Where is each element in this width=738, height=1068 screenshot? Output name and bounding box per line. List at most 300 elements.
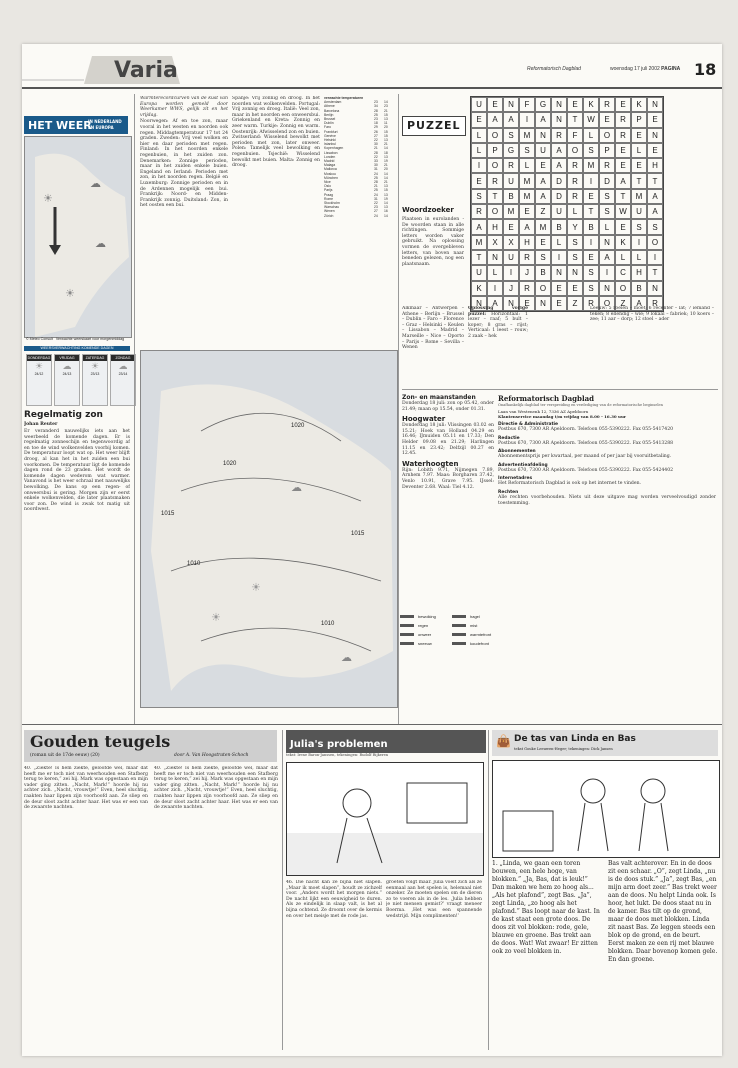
city-name: Zürich <box>324 213 334 218</box>
section-divider <box>22 724 722 725</box>
grid-letter: F <box>519 97 535 112</box>
page-number: 18 <box>694 60 717 79</box>
temperature-value: 14 <box>384 171 388 176</box>
grid-letter: E <box>647 143 663 158</box>
grid-letter: I <box>487 281 503 296</box>
grid-letter: R <box>615 112 631 127</box>
linda-header: 👜 De tas van Linda en Bas tekst Gouke Leeuwen-Heger; tekeningen: Dick Jansen <box>492 730 718 756</box>
grid-letter: E <box>471 112 487 127</box>
cloud-icon: ☁ <box>95 237 106 250</box>
gouden-teugels-col-1: 40. „Ziekte! Is hem ziekte, geloofde wel, maar dat heeft me er toch niet van weerhouden een Stafberg terug te keren,” zei hij. Mark was opgestaan en mijn vader ging zitten. „Nacht, Mark!” hoorde hij nu achter zich. „Nacht, vrouwtje!” Even, heel sluchtig, raakten haar lippen zijn voorhoofd aan. Ze sliep en de deur sloot zacht achter haar. Het was er een van de zwaarste nachten. <box>24 766 148 811</box>
grid-letter: K <box>471 281 487 296</box>
grid-letter: M <box>471 235 487 250</box>
city-name: Helsinki <box>324 138 336 143</box>
temperature-value: 18 <box>384 150 388 155</box>
grid-letter: N <box>551 265 567 280</box>
grid-letter: E <box>519 296 535 311</box>
city-name: München <box>324 175 338 180</box>
grid-letter: O <box>567 143 583 158</box>
grid-letter: E <box>615 219 631 234</box>
temperature-value: 13 <box>384 154 388 159</box>
temperature-value: 21 <box>374 146 378 151</box>
grid-letter: R <box>519 281 535 296</box>
grid-letter: N <box>647 97 663 112</box>
grid-letter: O <box>535 281 551 296</box>
weather-news-column-2: Spanje: Vrij zonnig en droog. In het noorden wat wolkenvelden. Portugal: Vrij zonnig en droog. Italië: Veel zon, maar in het noorden een onweersbui. Griekenland en Kreta: Zonnig en zeer warm. Turkije: Zonnig en warm. Oostenrijk: Afwisselend zon en buien. Zwitserland: Wisselend bewolkt met perioden met zon, later onweer. Polen: Tamelijk veel bewolking en regenbuien. Tsjechië: Wisselend bewolkt met buien. Malta: Zonnig en droog. <box>232 96 320 169</box>
grid-letter: E <box>567 281 583 296</box>
tide-info-column: Zon- en maanstanden Donderdag 18 juli: zon op 05.42, onder 21.49; maan op 15.54, onder 01.31. Hoogwater Donderdag 18 juli: Vlissingen 03.02 en 15.21; Hoek van Holland 04.29 en 16.46; IJmuiden 05.11 en 17.33; Den Helder 09.08 en 21.29; Harlingen 11.15 en 23.42; Delfzijl 00.27 en 12.45. Waterhoogten Rijn: Lobith 9.71, Nijmegen 7.89, Arnhem 7.97. Maas: Borgharen 37.42, Venlo 10.91, Grave 7.95. IJssel: Deventer 2.68. Waal: Tiel 4.12. <box>402 394 494 490</box>
temperature-value: 20 <box>384 167 388 172</box>
grid-letter: Z <box>615 296 631 311</box>
grid-letter: M <box>519 173 535 188</box>
grid-letter: A <box>551 143 567 158</box>
julia-col-1: 46. Die nacht kan ze bijna niet slapen. „Maar ik moet slapen”, houdt ze zichzelf voor. „Anders wordt het morgen niets.” De nacht lijkt een eeuwigheid te duren. Als ze eindelijk in slaap valt, is het al bijna ochtend. Ze droomt over de kermis en over het meisje met de rode jas. <box>286 880 382 919</box>
grid-letter: I <box>631 235 647 250</box>
grid-letter: O <box>487 204 503 219</box>
temperature-value: 24 <box>374 192 378 197</box>
grid-letter: J <box>519 265 535 280</box>
grid-letter: I <box>583 173 599 188</box>
grid-letter: C <box>615 265 631 280</box>
temperature-value: 28 <box>374 150 378 155</box>
city-name: Dublin <box>324 121 334 126</box>
grid-letter: L <box>519 158 535 173</box>
grid-letter: M <box>519 189 535 204</box>
grid-letter: E <box>551 296 567 311</box>
grid-letter: S <box>583 265 599 280</box>
grid-letter: A <box>615 173 631 188</box>
grid-letter: A <box>471 219 487 234</box>
grid-letter: A <box>631 296 647 311</box>
temperature-value: 21 <box>384 180 388 185</box>
grid-letter: X <box>487 235 503 250</box>
word-search-grid <box>470 96 664 312</box>
grid-letter: S <box>647 219 663 234</box>
illustration-graphic <box>287 763 483 875</box>
temperature-value: 27 <box>374 209 378 214</box>
grid-letter: A <box>503 112 519 127</box>
grid-letter: O <box>599 128 615 143</box>
forecast-day: ZATERDAG ☀ 23/13 <box>82 354 108 406</box>
grid-letter: S <box>503 128 519 143</box>
linda-col-1: 1. „Linda, we gaan een toren bouwen, een hele hoge, van blokken.” „Ja, Bas, dat is leuk!” Dan maken we hem zo hoog als... „Als het plafond”, zegt Bas. „Ja”, zegt Linda, „zo hoog als het plafond.” Bas loopt naar de kast. In de kast staat een grote doos. De doos zit vol blokken: rode, gele, blauwe en groene. Bas trekt aan de doos. Wat! Wat zwaar! Er zitten ook zo veel blokken in. <box>492 860 600 955</box>
temperature-value: 13 <box>384 184 388 189</box>
grid-letter: E <box>599 112 615 127</box>
grid-letter: L <box>551 235 567 250</box>
grid-letter: X <box>503 235 519 250</box>
grid-letter: U <box>503 173 519 188</box>
weather-news-column-1: Warmterecordcurven van de kust van Europa worden gemeld door Weerkamer WWS, gelijk zit en het vrijdag. Noorwegen: Af en toe zon, maar vooral in het westen en noorden ook regen. Middagtemperatuur 17 tot 24 graden. Zweden: Vrij veel wolken en hier en daar perioden met regen. Finland: In het noorden enkele regenbuien, in het zuiden zon. Denemarken: Zonnige perioden, maar in het zuiden enkele buien. Engeland en Ierland: Perioden met zon, in het noorden regen. België en Luxemburg: Zonnige perioden en in de Ardennen mogelijk een bui. Frankrijk: Noord- en Midden-Frankrijk zonnig. Duitsland: Zon, in het oosten een bui. <box>140 96 228 209</box>
grid-letter: D <box>599 173 615 188</box>
grid-letter: E <box>647 112 663 127</box>
colofon-section-title: Directie & Administratie <box>498 422 559 427</box>
city-name: Parijs <box>324 188 333 193</box>
city-name: Faro <box>324 125 331 130</box>
city-name: Praag <box>324 192 334 197</box>
grid-letter: K <box>631 97 647 112</box>
cloud-icon: ☁ <box>291 481 302 494</box>
grid-letter: R <box>599 97 615 112</box>
temperature-row <box>324 214 394 218</box>
isobar-label: 1010 <box>321 621 335 627</box>
city-name: Warschau <box>324 205 340 210</box>
grid-letter: T <box>487 189 503 204</box>
grid-letter: N <box>647 128 663 143</box>
grid-letter: R <box>583 296 599 311</box>
grid-letter: Z <box>535 204 551 219</box>
grid-letter: A <box>599 250 615 265</box>
temperature-value: 30 <box>374 142 378 147</box>
grid-letter: A <box>551 158 567 173</box>
grid-letter: E <box>615 143 631 158</box>
grid-letter: P <box>487 143 503 158</box>
forecast-day: VRIJDAG ☁ 24/13 <box>54 354 80 406</box>
grid-letter: R <box>567 173 583 188</box>
city-name: Kopenhagen <box>324 146 344 151</box>
grid-letter: H <box>647 158 663 173</box>
temperature-value: 18 <box>374 121 378 126</box>
temperature-value: 23 <box>374 100 378 105</box>
grid-letter: N <box>567 265 583 280</box>
temperature-value: 23 <box>384 104 388 109</box>
city-name: Rome <box>324 196 334 201</box>
grid-letter: A <box>535 189 551 204</box>
colofon-section <box>498 463 716 474</box>
linda-col-2: Bas valt achterover. En in de doos zit een schaar. „O”, zegt Linda, „nu is de doos stuk.” „Ja”, zegt Bas, „en mijn arm doet zeer.” Bas trekt weer aan de doos. Nu helpt Linda ook. Is hoor, het lukt. De doos staat nu in de kamer. Bas tilt op de grond, maar de doos met blokken. Linda zit naast Bas. Ze leggen steeds een blok op de grond, en de beurt. Eerst maken ze een rij met blauwe blokken. Daar bovenop komen gele. En dan groene. <box>608 860 718 963</box>
grid-letter: M <box>519 128 535 143</box>
grid-letter: S <box>471 189 487 204</box>
grid-letter: R <box>519 250 535 265</box>
grid-letter: E <box>535 235 551 250</box>
grid-letter: E <box>487 97 503 112</box>
grid-letter: M <box>535 219 551 234</box>
grid-letter: R <box>503 158 519 173</box>
temperature-value: 28 <box>374 108 378 113</box>
colofon-section-title: Advertentieafdeling <box>498 462 548 468</box>
grid-letter: H <box>631 265 647 280</box>
grid-letter: N <box>599 235 615 250</box>
grid-letter: N <box>599 281 615 296</box>
grid-letter: O <box>599 296 615 311</box>
grid-letter: E <box>615 158 631 173</box>
cloud-icon: ☁ <box>90 177 101 190</box>
grid-letter: B <box>631 281 647 296</box>
colofon-section <box>498 436 716 447</box>
temperature-value: 34 <box>374 104 378 109</box>
grid-letter: P <box>631 112 647 127</box>
colofon-section-text: Alle rechten voorbehouden. Niets uit deze uitgave mag worden verveelvoudigd zonder toestemming. <box>498 494 716 506</box>
city-name: Frankfurt <box>324 129 338 134</box>
grid-letter: S <box>631 219 647 234</box>
grid-letter: I <box>647 250 663 265</box>
grid-letter: H <box>519 235 535 250</box>
temperature-value: 14 <box>384 146 388 151</box>
grid-letter: S <box>535 250 551 265</box>
grid-letter: R <box>487 173 503 188</box>
temperature-value: 15 <box>384 188 388 193</box>
julia-illustration <box>286 762 484 876</box>
colofon-section-text: Postbus 670, 7300 AR Apeldoorn. Telefoon 055-5390222. Fax 055-5417420 <box>498 427 674 432</box>
weather-map-netherlands <box>24 136 132 338</box>
grid-letter: Z <box>567 296 583 311</box>
weather-brand: HET WEER IN NEDERLAND EN EUROPA <box>24 116 128 134</box>
city-name: Lissabon <box>324 150 338 155</box>
page-header <box>22 44 722 88</box>
sun-icon: ☀ <box>43 192 53 205</box>
header-rule <box>22 87 722 89</box>
grid-letter: U <box>631 204 647 219</box>
temperature-value: 33 <box>374 159 378 164</box>
linda-illustration <box>492 760 720 858</box>
grid-letter: N <box>471 296 487 311</box>
city-name: Barcelona <box>324 108 340 113</box>
sun-icon: ☀ <box>211 611 221 624</box>
puzzle-solution: Oplossing vorige puzzel: Horizontaal: 1 lezer – raaf; 5 bult – koper; 8 gras – rijst; Verticaal: 1 leest – rouw; 2 zaak – hek <box>468 306 528 339</box>
weather-map-europe <box>140 350 398 708</box>
colofon-section <box>498 422 716 433</box>
colofon: Reformatorisch Dagblad Onafhankelijk dagblad ter verspreiding en verdediging van de reformatorische beginselen Laan van Westenenk 12, 7336 AZ Apeldoorn Klantenservice maandag t/m vrijdag van 8.00 - 16.30 uur Directie & Administratie Postbus 670, 7300 AR Apeldoorn. Telefoon 055-5390222. Fax 055-5417420 Redactie Postbus 670, 7300 AR Apeldoorn. Telefoon 055-5390222. Fax 055-5413288 Abonnementen Abonnementsprijs per kwartaal, per maand of per jaar bij vooruitbetaling. Advertentieafdeling Postbus 670, 7300 AR Apeldoorn. Telefoon 055-5390222. Fax 055-5424402 Internetadres Het Reformatorisch Dagblad is ook op het internet te vinden. Rechten Alle rechten voorbehouden. Niets uit deze uitgave mag worden verveelvoudigd zonder toestemming. <box>498 394 716 506</box>
grid-letter: B <box>503 189 519 204</box>
grid-letter: R <box>647 296 663 311</box>
temperature-value: 21 <box>384 142 388 147</box>
colofon-section <box>498 476 716 487</box>
isobar-label: 1020 <box>291 423 305 429</box>
grid-letter: E <box>583 250 599 265</box>
grid-letter: N <box>551 112 567 127</box>
city-name: Londen <box>324 154 336 159</box>
city-name: Malaga <box>324 163 336 168</box>
temperature-value: 31 <box>374 167 378 172</box>
grid-letter: H <box>487 219 503 234</box>
temperature-value: 16 <box>384 209 388 214</box>
puzzle-instructions: Woordzoeker Plaatsen in eurolanden - De woorden staan in alle richtingen. Sommige letters worden vaker gebruikt. Na oplossing vormen de overgebleven letters, van boven naar beneden gelezen, nog een plaatsnaam. <box>402 206 464 267</box>
temperature-value: 25 <box>374 112 378 117</box>
forecast-day: DONDERDAG ☀ 24/12 <box>26 354 52 406</box>
temperature-value: 31 <box>374 196 378 201</box>
grid-letter: A <box>519 219 535 234</box>
grid-letter: R <box>471 204 487 219</box>
temperature-table: verwachte temperaturen Amsterdam 23 14 Athene 34 23 Barcelona 28 21 Berlijn 25 15 Brussel 23 13 Dublin 18 11 Faro 29 20 Frankfurt 26 15 Genève 27 15 Helsinki 22 13 Istanbul 30 21 Kopenhagen 21 14 Lissabon 28 18 Londen 22 13 Madrid 33 19 Malaga 30 21 Mallorca 31 20 Moskou 24 14 München 25 14 Nice 28 21 Oslo 21 13 Parijs 25 15 Praag 24 13 Rome 31 19 Stockholm 22 14 Warschau 23 13 Wenen 27 16 Zürich 24 14 <box>324 96 394 346</box>
puzzle-logo: PUZZEL <box>402 116 466 136</box>
grid-letter: O <box>647 235 663 250</box>
grid-letter: N <box>535 128 551 143</box>
city-name: Athene <box>324 104 335 109</box>
grid-letter: D <box>551 189 567 204</box>
grid-letter: B <box>535 265 551 280</box>
grid-letter: T <box>583 204 599 219</box>
article-author: Johan Reuter <box>24 422 58 427</box>
grid-letter: O <box>487 158 503 173</box>
temperature-value: 13 <box>384 205 388 210</box>
temperature-value: 14 <box>384 175 388 180</box>
grid-letter: T <box>471 250 487 265</box>
temperature-value: 19 <box>384 196 388 201</box>
grid-letter: S <box>583 281 599 296</box>
illustration-graphic <box>493 761 719 857</box>
grid-letter: U <box>471 97 487 112</box>
city-name: Wenen <box>324 209 335 214</box>
grid-letter: T <box>615 189 631 204</box>
colofon-section-title: Abonnementen <box>498 449 536 455</box>
grid-letter: S <box>599 204 615 219</box>
grid-letter: B <box>551 219 567 234</box>
grid-letter: J <box>503 281 519 296</box>
colofon-section-title: Redactie <box>498 435 520 441</box>
temperature-value: 13 <box>384 117 388 122</box>
column-divider <box>488 730 489 1050</box>
isobar-label: 1015 <box>351 531 365 537</box>
cloud-icon: ☁ <box>341 651 352 664</box>
grid-letter: K <box>583 97 599 112</box>
temperature-value: 30 <box>374 163 378 168</box>
temperature-value: 26 <box>374 129 378 134</box>
article-regelmatig-zon <box>24 410 130 720</box>
grid-letter: W <box>615 204 631 219</box>
sun-icon: ☀ <box>251 581 261 594</box>
gouden-teugels-col-2: 40. „Ziekte! Is hem ziekte, geloofde wel, maar dat heeft me er toch niet van weerhouden een Stafberg terug te keren,” zei hij. Mark was opgestaan en mijn vader ging zitten. „Nacht, Mark!” hoorde hij nu achter zich. „Nacht, vrouwtje!” Even, heel sluchtig, raakten haar lippen zijn voorhoofd aan. Ze sliep en de deur sloot zacht achter haar. Het was er een van de zwaarste nachten. <box>154 766 278 811</box>
grid-letter: E <box>631 128 647 143</box>
temperature-value: 15 <box>384 133 388 138</box>
grid-letter: F <box>567 128 583 143</box>
puzzle-next: Leeuw: 5 roeien – moet; 6 recenter – lat; 7 iemand – teken; 8 ellendig – wie; 9 lokaal – fabriek; 10 koers – zee; 11 aar – dorp; 12 stoel – ader <box>590 306 714 323</box>
bag-icon: 👜 <box>496 734 511 748</box>
grid-letter: I <box>599 265 615 280</box>
temperature-value: 22 <box>374 201 378 206</box>
colofon-section-text: Postbus 670, 7300 AR Apeldoorn. Telefoon 055-5390222. Fax 055-5424402 <box>498 467 674 473</box>
grid-letter: L <box>567 204 583 219</box>
weather-legend-2: hagel mist warmtefront koudefront <box>452 614 512 706</box>
grid-letter: A <box>647 189 663 204</box>
colofon-section-text: Abonnementsprijs per kwartaal, per maand of per jaar bij vooruitbetaling. <box>498 454 672 460</box>
temperature-value: 21 <box>384 108 388 113</box>
forecast-title: WEERSVERWACHTING KOMENDE DAGEN <box>24 346 130 351</box>
grid-letter: T <box>567 112 583 127</box>
gouden-teugels-header: Gouden teugels (roman uit de 17de eeuw) (20) door A. Van Hoogstraten-Schoch <box>24 730 277 762</box>
grid-letter: E <box>551 281 567 296</box>
grid-letter: A <box>487 112 503 127</box>
grid-letter: R <box>567 189 583 204</box>
header-date: woensdag 17 juli 2002 PAGINA <box>610 66 681 72</box>
isobar-label: 1015 <box>161 511 175 517</box>
section-title: Varia <box>114 58 178 83</box>
weather-legend: bewolking regen onweer sneeuw <box>400 614 480 706</box>
grid-letter: E <box>615 97 631 112</box>
grid-letter: N <box>503 97 519 112</box>
grid-letter: A <box>535 173 551 188</box>
colofon-section-text: Postbus 670, 7300 AR Apeldoorn. Telefoon 055-5390222. Fax 055-5413288 <box>498 440 674 446</box>
paper-name: Reformatorisch Dagblad <box>527 66 581 72</box>
grid-letter: S <box>519 143 535 158</box>
city-name: Nice <box>324 180 331 185</box>
temperature-value: 21 <box>374 184 378 189</box>
grid-letter: O <box>615 281 631 296</box>
temperature-value: 19 <box>384 159 388 164</box>
temperature-value: 13 <box>384 192 388 197</box>
temperature-value: 13 <box>384 138 388 143</box>
temperature-value: 24 <box>374 213 378 218</box>
grid-letter: S <box>567 235 583 250</box>
grid-letter: A <box>487 296 503 311</box>
grid-letter: S <box>567 250 583 265</box>
grid-letter: L <box>471 143 487 158</box>
temperature-value: 20 <box>384 125 388 130</box>
grid-letter: N <box>551 97 567 112</box>
grid-letter: I <box>583 235 599 250</box>
grid-letter: M <box>503 204 519 219</box>
city-name: Berlijn <box>324 112 334 117</box>
grid-letter: D <box>551 173 567 188</box>
grid-letter: N <box>487 250 503 265</box>
julia-header: Julia's problemen tekst: Irene Baron-Janssen, tekeningen: Rudolf Rijkeren <box>286 730 486 760</box>
isobar-map-graphic <box>141 351 397 707</box>
temperature-value: 14 <box>384 100 388 105</box>
temperature-value: 22 <box>374 154 378 159</box>
puzzle-words: Alkmaar – Antwerpen – Athene – Berlijn – Brussel – Dublin – Faro – Florence – Graz – Helsinki – Keulen – Lissabon – Madrid – Marseille – Nice – Oporto – Parijs – Rome – Sevilla – Wenen <box>402 306 464 351</box>
grid-letter: S <box>583 143 599 158</box>
article-body: Er veranderd nauwelijks iets aan het weerbeeld de komende dagen. Er is regelmatig zonneschijn en tegenwoordig af en toe de wind wolkenvelden voorbij komen. De temperatuur loopt wat op. Het weer blijft droog, al kan het in het zuiden een bui voorkomen. De temperatuur ligt de komende dagen rond de 23 graden. Het wordt de komende dagen wederom wat warmer. Vanavond is het weer schraal met nauwelijks bewolking. De kans op een regen- of onweersbui is gering. Morgen zijn er eerst enkele wolkenvelden, die later plaatsmaken voor zon. De wind is zwak tot matig uit noordwest. <box>24 429 130 513</box>
julia-col-2: groeten volgt maar. Julia voelt zich als ze eenmaal aan het spelen is, helemaal niet onzeker. Ze moeten spelen om de dieren zo te voeren als in de les. ‚Julia hebben je niet mensen gemist?’ vraagt meneer Boerma. ‚Het was een spannende wedstrijd. Mijn complimenten!’ <box>386 880 482 919</box>
grid-letter: T <box>647 265 663 280</box>
grid-letter: A <box>647 204 663 219</box>
grid-letter: I <box>471 158 487 173</box>
grid-letter: G <box>503 143 519 158</box>
grid-letter: S <box>599 189 615 204</box>
grid-letter: I <box>519 112 535 127</box>
sun-icon: ☀ <box>65 287 75 300</box>
column-divider <box>134 94 135 724</box>
grid-letter: W <box>583 112 599 127</box>
colofon-section <box>498 449 716 460</box>
grid-letter: E <box>567 97 583 112</box>
grid-letter: R <box>551 128 567 143</box>
city-name: Madrid <box>324 159 335 164</box>
temperature-value: 25 <box>374 175 378 180</box>
grid-letter: M <box>583 158 599 173</box>
grid-letter: I <box>503 265 519 280</box>
grid-letter: E <box>503 219 519 234</box>
temperature-value: 14 <box>384 213 388 218</box>
grid-letter: U <box>535 143 551 158</box>
city-name: Oslo <box>324 184 331 189</box>
temperature-value: 25 <box>374 188 378 193</box>
grid-letter: O <box>487 128 503 143</box>
grid-letter: G <box>535 97 551 112</box>
temperature-value: 28 <box>374 180 378 185</box>
grid-letter: K <box>615 235 631 250</box>
column-divider <box>398 94 399 724</box>
temperature-value: 24 <box>374 171 378 176</box>
colofon-section-text: Het Reformatorisch Dagblad is ook op het internet te vinden. <box>498 481 642 487</box>
grid-letter: T <box>631 173 647 188</box>
grid-letter: N <box>535 296 551 311</box>
grid-letter: Y <box>567 219 583 234</box>
grid-letter: E <box>631 158 647 173</box>
grid-letter: P <box>599 143 615 158</box>
temperature-value: 22 <box>374 138 378 143</box>
city-name: Stockholm <box>324 201 340 206</box>
grid-letter: L <box>471 128 487 143</box>
grid-letter: E <box>519 204 535 219</box>
forecast-day: ZONDAG ☁ 23/14 <box>110 354 136 406</box>
temperature-value: 27 <box>374 133 378 138</box>
isobar-label: 1020 <box>223 461 237 467</box>
column-divider <box>282 730 283 1050</box>
grid-letter: L <box>615 250 631 265</box>
grid-letter: E <box>583 189 599 204</box>
section-divider <box>402 389 718 390</box>
grid-letter: B <box>583 219 599 234</box>
europe-map-graphic <box>25 137 131 337</box>
